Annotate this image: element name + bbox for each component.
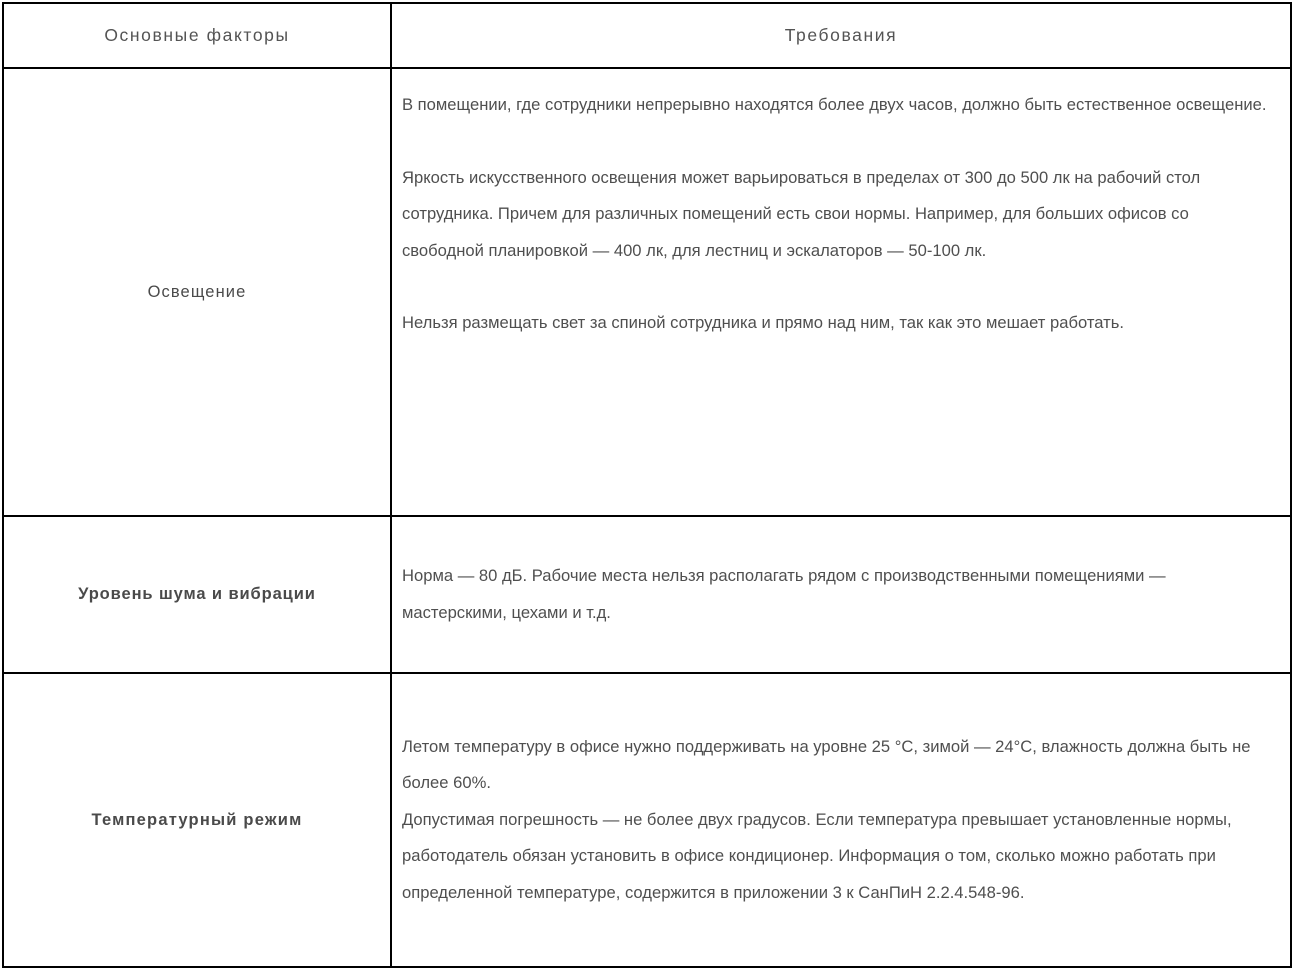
requirement-cell-temperature [391,673,1291,967]
table-header [3,3,1291,68]
requirement-cell-lighting [391,68,1291,516]
column-header-factor: Основные факторы [3,3,391,68]
table-header-row [3,3,1291,68]
table-body [3,68,1291,967]
column-header-requirement: Требования [391,3,1291,68]
requirement-paragraph: Нельзя размещать свет за спиной сотрудника и прямо над ним, так как это мешает работать. [402,313,1124,332]
workplace-requirements-table [2,2,1292,968]
table-row [3,673,1291,967]
table-row [3,68,1291,516]
requirement-paragraph: Яркость искусственного освещения может варьироваться в пределах от 300 до 500 лк на рабочий стол сотрудника. Причем для различных помещений есть свои нормы. Например, для больших офисов со свободной планировкой — 400 лк, для лестниц и эскалаторов — 50-100 лк. [402,167,1201,260]
requirements-table-container [2,2,1290,968]
table-row [3,516,1291,673]
factor-cell-noise [3,516,391,673]
requirement-paragraph: Летом температуру в офисе нужно поддерживать на уровне 25 °C, зимой — 24°C, влажность должна быть не более 60%. [402,736,1251,793]
requirement-paragraph: Допустимая погрешность — не более двух градусов. Если температура превышает установленные нормы, работодатель обязан установить в офисе кондиционер. Информация о том, сколько можно работать при определенной температуре, содержится в приложении 3 к СанПиН 2.2.4.548-96. [402,809,1232,902]
requirement-cell-noise [391,516,1291,673]
factor-label: Уровень шума и вибрации [78,585,316,604]
factor-label: Температурный режим [91,810,303,829]
factor-label: Освещение [147,282,247,301]
requirement-paragraph: Норма — 80 дБ. Рабочие места нельзя располагать рядом с производственными помещениями — мастерскими, цехами и т.д. [402,566,1166,622]
factor-cell-temperature [3,673,391,967]
factor-cell-lighting [3,68,391,516]
requirement-paragraph: В помещении, где сотрудники непрерывно находятся более двух часов, должно быть естественное освещение. [402,95,1267,114]
